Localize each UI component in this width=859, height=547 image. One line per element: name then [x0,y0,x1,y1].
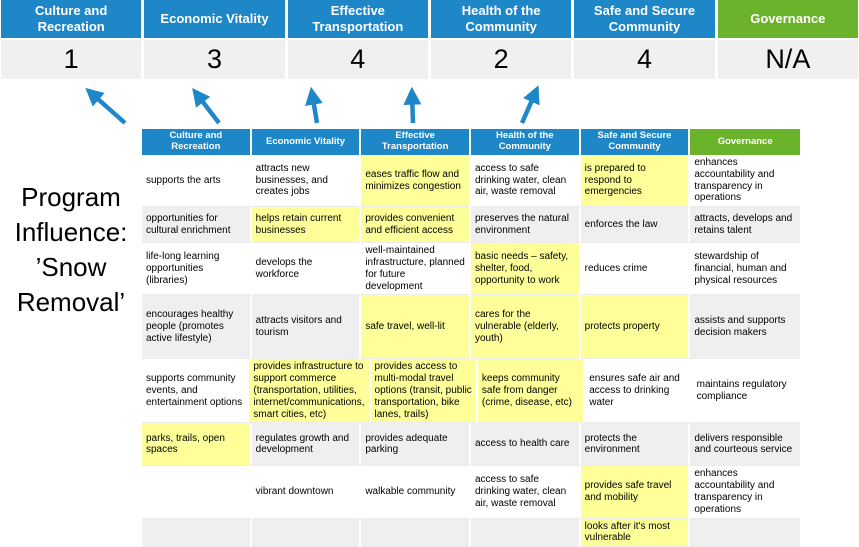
table-header-governance: Governance [690,129,800,155]
table-row [142,207,800,243]
band-score-safe-and-secure-community: 4 [574,40,714,79]
table-cell: safe travel, well-lit [361,295,471,359]
table-cell: provides infrastructure to support commerce (transportation, utilities, internet/communications, smart cities, etc) [249,359,370,423]
table-cell: regulates growth and development [252,423,362,466]
influence-arrows [0,78,859,132]
table-cell: is prepared to respond to emergencies [581,155,691,207]
band-header-effective-transportation: Effective Transportation [288,0,428,38]
band-column-economic-vitality [144,0,284,79]
table-cell: vibrant downtown [252,466,362,518]
table-cell: parks, trails, open spaces [142,423,252,466]
table-cell: enhances accountability and transparency in operations [690,466,800,518]
table-cell: basic needs – safety, shelter, food, opportunity to work [471,243,581,295]
score-band [1,0,858,79]
table-cell [142,519,252,547]
table-header-health-of-the-community: Health of the Community [471,129,581,155]
table-cell: looks after it's most vulnerable [581,519,691,547]
table-row [142,423,800,466]
table-cell: eases traffic flow and minimizes congestion [361,155,471,207]
table-cell: reduces crime [581,243,691,295]
arrow-icon [90,92,125,123]
band-column-culture-and-recreation [1,0,141,79]
table-row [142,519,800,547]
table-cell: encourages healthy people (promotes active lifestyle) [142,295,252,359]
table-row [142,359,800,423]
band-header-culture-and-recreation: Culture and Recreation [1,0,141,38]
band-score-effective-transportation: 4 [288,40,428,79]
band-column-health-of-the-community [431,0,571,79]
table-cell: maintains regulatory compliance [693,359,800,423]
band-header-governance: Governance [718,0,858,38]
table-row [142,295,800,359]
table-cell: provides convenient and efficient access [361,207,471,243]
table-header-culture-and-recreation: Culture and Recreation [142,129,252,155]
arrow-icon [522,91,536,123]
table-cell: assists and supports decision makers [690,295,800,359]
table-cell: walkable community [361,466,471,518]
table-cell: provides safe travel and mobility [581,466,691,518]
table-header-economic-vitality: Economic Vitality [252,129,362,155]
table-header-row [142,129,800,155]
band-score-culture-and-recreation: 1 [1,40,141,79]
table-row [142,243,800,295]
table-cell: provides adequate parking [361,423,471,466]
table-cell: preserves the natural environment [471,207,581,243]
table-cell: enforces the law [581,207,691,243]
table-cell: delivers responsible and courteous service [690,423,800,466]
band-column-safe-and-secure-community [574,0,714,79]
table-cell: helps retain current businesses [252,207,362,243]
table-cell: supports community events, and entertainment options [142,359,249,423]
table-cell: provides access to multi-modal travel options (transit, public transportation, bike lanes, trails) [371,359,478,423]
table-header-effective-transportation: Effective Transportation [361,129,471,155]
table-cell: attracts, develops and retains talent [690,207,800,243]
arrow-icon [196,93,219,123]
table-cell [361,519,471,547]
table-cell: opportunities for cultural enrichment [142,207,252,243]
table-cell: protects property [581,295,691,359]
table-cell: enhances accountability and transparency in operations [690,155,800,207]
table-cell: access to safe drinking water, clean air, waste removal [471,155,581,207]
table-cell [471,519,581,547]
band-column-effective-transportation [288,0,428,79]
table-cell: ensures safe air and access to drinking water [585,359,692,423]
influence-table [142,129,800,547]
band-score-economic-vitality: 3 [144,40,284,79]
arrow-icon [312,93,317,123]
table-row [142,466,800,518]
table-cell [252,519,362,547]
band-score-health-of-the-community: 2 [431,40,571,79]
table-cell [690,519,800,547]
table-cell: access to safe drinking water, clean air, waste removal [471,466,581,518]
table-cell: well-maintained infrastructure, planned for future development [361,243,471,295]
table-row [142,155,800,207]
table-cell: access to health care [471,423,581,466]
table-cell: attracts visitors and tourism [252,295,362,359]
band-header-health-of-the-community: Health of the Community [431,0,571,38]
table-cell: keeps community safe from danger (crime, disease, etc) [478,359,585,423]
band-header-safe-and-secure-community: Safe and Secure Community [574,0,714,38]
table-cell: develops the workforce [252,243,362,295]
band-column-governance [718,0,858,79]
band-header-economic-vitality: Economic Vitality [144,0,284,38]
arrow-icon [412,93,413,123]
table-cell: life-long learning opportunities (libraries) [142,243,252,295]
page-title: Program Influence: ’Snow Removal’ [14,182,128,318]
table-cell [142,466,252,518]
table-cell: supports the arts [142,155,252,207]
table-cell: stewardship of financial, human and physical resources [690,243,800,295]
table-header-safe-and-secure-community: Safe and Secure Community [581,129,691,155]
table-cell: attracts new businesses, and creates jobs [252,155,362,207]
band-score-governance: N/A [718,40,858,79]
table-cell: cares for the vulnerable (elderly, youth) [471,295,581,359]
table-cell: protects the environment [581,423,691,466]
